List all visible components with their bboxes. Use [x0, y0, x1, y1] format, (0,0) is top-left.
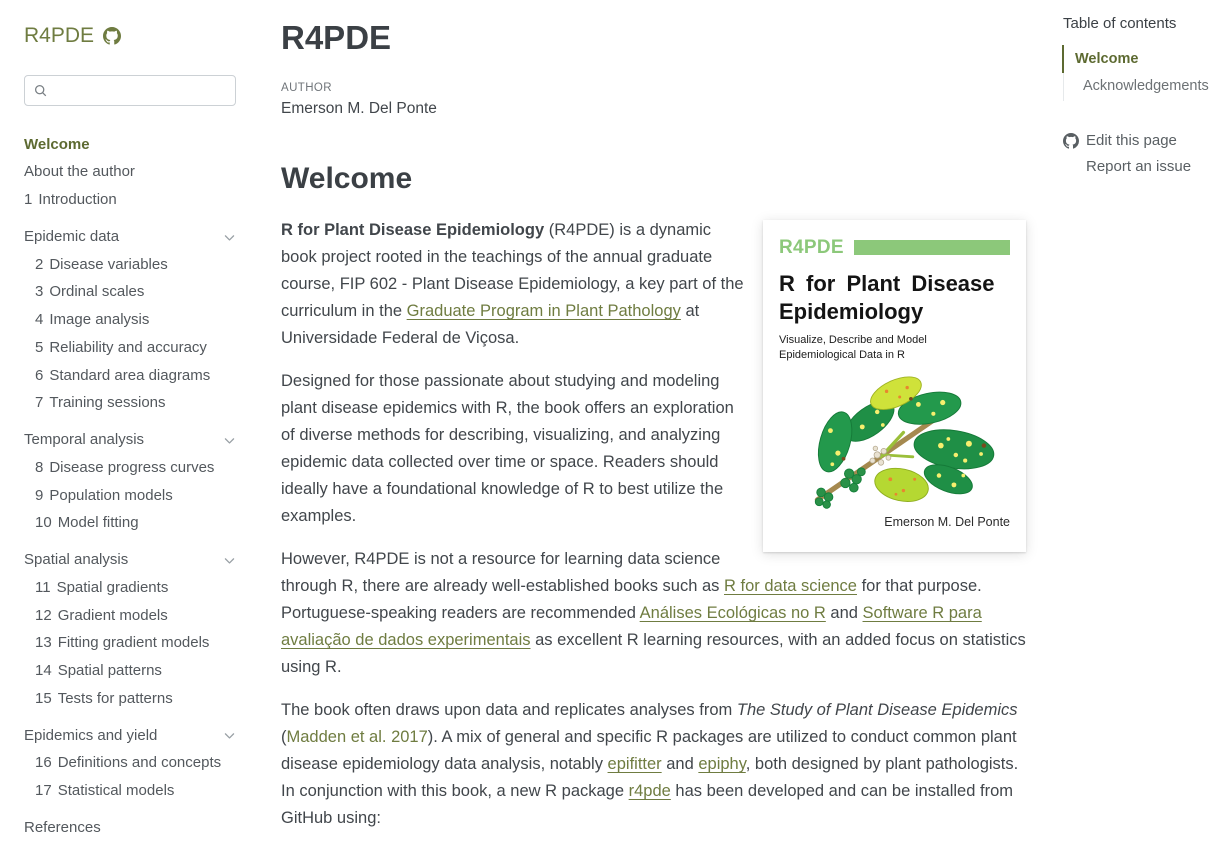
- edit-page-row: [1063, 128, 1220, 154]
- text: (: [281, 728, 287, 746]
- chapter-number: 7: [35, 394, 44, 412]
- github-icon: [1063, 133, 1079, 149]
- chapter-number: 1: [24, 191, 33, 208]
- toc-item-welcome[interactable]: Welcome: [1062, 45, 1220, 73]
- sidebar-item-statistical-models[interactable]: [24, 778, 236, 806]
- sidebar-item-label: Disease progress curves: [49, 458, 215, 476]
- chapter-number: 13: [35, 634, 52, 652]
- toc-list-item: [1064, 73, 1220, 101]
- sidebar-item-welcome[interactable]: [24, 131, 236, 159]
- toc-tools: [1063, 128, 1220, 180]
- text-link[interactable]: Graduate Program in Plant Pathology: [406, 302, 681, 320]
- welcome-heading: Welcome: [281, 162, 413, 195]
- sidebar-item-label: About the author: [24, 163, 135, 181]
- github-icon: [103, 27, 121, 45]
- article-body: [281, 217, 1026, 832]
- sidebar-item-spatial-gradients[interactable]: [24, 574, 236, 602]
- sidebar-item-label: References: [24, 818, 101, 836]
- sidebar-section-spatial-analysis[interactable]: [24, 547, 236, 575]
- chapter-number: 15: [35, 689, 52, 707]
- sidebar-item-label: Training sessions: [49, 394, 166, 412]
- text: as excellent R learning resources, with an added focus on statistics using R.: [281, 631, 1026, 676]
- main-content: [281, 0, 1026, 846]
- cover-brand-row: [779, 234, 1010, 261]
- sidebar-item-label: Spatial patterns: [57, 662, 162, 679]
- sidebar-item-tests-for-patterns[interactable]: [24, 685, 236, 713]
- sidebar-section-epidemic-data[interactable]: [24, 223, 236, 251]
- toc-title: Table of contents: [1063, 15, 1177, 32]
- text-link[interactable]: R for data science: [724, 577, 857, 595]
- sidebar-item-label: Ordinal scales: [49, 283, 145, 301]
- chapter-number: 2: [35, 255, 44, 273]
- cover-subtitle-line2: Epidemiological Data in R: [779, 349, 905, 362]
- sidebar-header: [24, 24, 236, 48]
- sidebar-item-label: Gradient models: [57, 606, 168, 624]
- chapter-number: 16: [35, 754, 52, 772]
- sidebar-item-label: Image analysis: [49, 311, 150, 328]
- text-link[interactable]: epifitter: [607, 755, 662, 773]
- cover-subtitle-line1: Visualize, Describe and Model: [779, 334, 927, 346]
- chevron-down-icon: [223, 554, 236, 567]
- author-name: Emerson M. Del Ponte: [281, 100, 437, 117]
- toc-list-item: [1064, 45, 1220, 73]
- report-issue-row: [1063, 154, 1220, 180]
- book-cover: [763, 220, 1026, 552]
- sidebar-item-reliability-and-accuracy[interactable]: [24, 334, 236, 362]
- chevron-down-icon: [223, 231, 236, 244]
- text: has been developed and can be installed from GitHub using:: [281, 782, 1013, 827]
- sidebar-section-epidemics-and-yield[interactable]: [24, 722, 236, 750]
- text: Designed for those passionate about studying and modeling plant disease epidemics with R, the book offers an exploration of diverse methods for describing, visualizing, and analyzing epidemic data collected over time or space. Readers should ideally have a foundational knowledge of R to best utilize the examples.: [281, 372, 734, 525]
- italic-text: The Study of Plant Disease Epidemics: [736, 701, 1018, 719]
- sidebar-item-model-fitting[interactable]: [24, 510, 236, 538]
- text: at Universidade Federal de Viçosa.: [281, 302, 700, 347]
- text-link[interactable]: Análises Ecológicas no R: [639, 604, 826, 622]
- search-box: [24, 75, 236, 106]
- sidebar-item-definitions-and-concepts[interactable]: [24, 750, 236, 778]
- report-issue-link[interactable]: Report an issue: [1086, 158, 1192, 176]
- chevron-down-icon: [223, 434, 236, 447]
- chapter-number: 5: [35, 338, 44, 356]
- site-title-link[interactable]: R4PDE: [24, 24, 95, 47]
- text: The book often draws upon data and replicates analyses from: [281, 701, 737, 719]
- sidebar-section-temporal-analysis[interactable]: [24, 427, 236, 455]
- sidebar-item-ordinal-scales[interactable]: [24, 279, 236, 307]
- sidebar-item-label: Standard area diagrams: [49, 366, 211, 384]
- sidebar-item-label: Introduction: [38, 191, 117, 208]
- chapter-number: 4: [35, 311, 44, 328]
- sidebar-item-about-the-author[interactable]: [24, 159, 236, 187]
- edit-page-link[interactable]: Edit this page: [1086, 132, 1177, 150]
- author-label: AUTHOR: [281, 82, 332, 94]
- chapter-number: 10: [35, 514, 52, 532]
- paragraph-4: [281, 697, 1026, 832]
- text: for that purpose. Portuguese-speaking readers are recommended: [281, 577, 982, 622]
- paragraph-3: [281, 546, 1026, 681]
- cover-title-line1: R for Plant Disease: [779, 271, 995, 296]
- sidebar-item-label: Welcome: [24, 135, 90, 153]
- sidebar-item-label: Statistical models: [57, 782, 175, 799]
- chapter-number: 12: [35, 606, 52, 624]
- cover-brand: R4PDE: [779, 237, 844, 258]
- text-link[interactable]: r4pde: [628, 782, 671, 800]
- toc-sidebar: [1063, 0, 1220, 846]
- section-title: Epidemics and yield: [24, 726, 158, 744]
- text-link[interactable]: epiphy: [698, 755, 746, 773]
- cover-subtitle: [779, 333, 1010, 364]
- cover-title-line2: Epidemiology: [779, 298, 924, 324]
- search-input[interactable]: [54, 82, 226, 100]
- sidebar-item-image-analysis[interactable]: [24, 307, 236, 335]
- sidebar-item-fitting-gradient-models[interactable]: [24, 630, 236, 658]
- sidebar-item-training-sessions[interactable]: [24, 390, 236, 418]
- sidebar-item-label: Disease variables: [49, 255, 168, 273]
- text: and: [825, 604, 863, 622]
- sidebar-item-label: Model fitting: [57, 514, 139, 532]
- sidebar-item-references[interactable]: [24, 814, 236, 842]
- book-title: R4PDE: [281, 19, 392, 56]
- sidebar-item-introduction[interactable]: [24, 187, 236, 215]
- text-link[interactable]: Software R para avaliação de dados experimentais: [281, 604, 982, 649]
- chapter-number: 17: [35, 782, 52, 799]
- chapter-number: 9: [35, 486, 44, 504]
- text-link[interactable]: Madden et al. 2017: [286, 728, 428, 746]
- section-title: Spatial analysis: [24, 551, 129, 568]
- section-title: Temporal analysis: [24, 431, 145, 448]
- section-title: Epidemic data: [24, 227, 120, 245]
- text: However, R4PDE is not a resource for learning data science through R, there are already well-established books such as: [281, 550, 724, 595]
- sidebar-item-disease-variables[interactable]: [24, 251, 236, 279]
- text: ). A mix of general and specific R packages are utilized to conduct common plant disease epidemiology data analysis, notably: [281, 728, 1017, 773]
- sidebar-item-label: Reliability and accuracy: [49, 338, 207, 356]
- chapter-number: 3: [35, 283, 44, 301]
- sidebar: [0, 0, 260, 846]
- sidebar-nav: [24, 131, 236, 842]
- sidebar-item-disease-progress-curves[interactable]: [24, 454, 236, 482]
- sidebar-item-label: Spatial gradients: [56, 578, 169, 596]
- text: (R4PDE) is a dynamic book project rooted in the teachings of the annual graduate course, FIP 602 - Plant Disease Epidemiology, a key part of the curriculum in the: [281, 221, 744, 320]
- chapter-number: 11: [35, 578, 51, 596]
- sidebar-item-standard-area-diagrams[interactable]: [24, 362, 236, 390]
- toc-item-acknowledgements[interactable]: Acknowledgements: [1083, 78, 1209, 95]
- search-icon: [34, 84, 47, 97]
- plant-illustration: [784, 367, 1006, 509]
- sidebar-item-spatial-patterns[interactable]: [24, 658, 236, 686]
- bold-text: R for Plant Disease Epidemiology: [281, 221, 545, 239]
- cover-brand-bar: [854, 240, 1010, 255]
- text: and: [661, 755, 699, 773]
- text: , both designed by plant pathologists. In conjunction with this book, a new R package: [281, 755, 1019, 800]
- sidebar-item-population-models[interactable]: [24, 482, 236, 510]
- cover-title: [779, 270, 1010, 325]
- chevron-down-icon: [223, 729, 236, 742]
- github-repo-link[interactable]: [103, 27, 121, 45]
- chapter-number: 14: [35, 662, 52, 679]
- chapter-number: 6: [35, 366, 44, 384]
- sidebar-item-label: Tests for patterns: [57, 689, 173, 707]
- sidebar-item-label: Fitting gradient models: [57, 634, 210, 652]
- sidebar-item-label: Population models: [49, 486, 173, 504]
- sidebar-item-gradient-models[interactable]: [24, 602, 236, 630]
- sidebar-item-label: Definitions and concepts: [57, 754, 222, 772]
- toc-list: [1063, 45, 1220, 101]
- cover-author: Emerson M. Del Ponte: [884, 515, 1010, 529]
- chapter-number: 8: [35, 458, 44, 476]
